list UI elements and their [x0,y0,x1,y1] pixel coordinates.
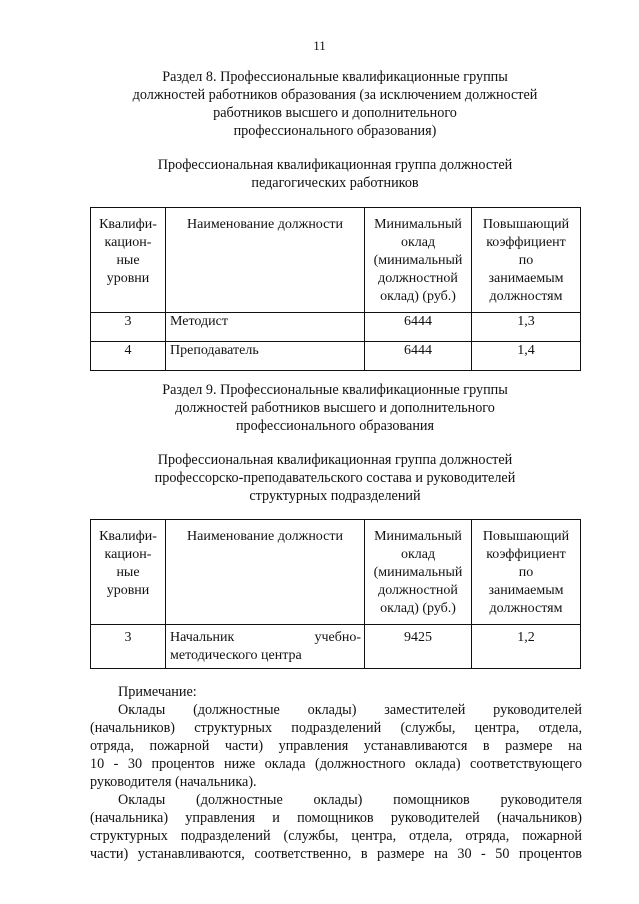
table-header-row [91,520,581,625]
cell-level: 3 [91,625,166,669]
note-p2-line: части) устанавливаются, соответственно, в размере на 30 - 50 процентов [90,846,582,862]
cell-coefficient: 1,4 [472,342,581,371]
table-pkg-pedagogical [90,207,581,371]
cell-level: 4 [91,342,166,371]
note-p2-line: (начальника) управления и помощников руководителей (начальников) [90,810,582,826]
cell-salary: 6444 [365,313,472,342]
cell-coefficient: 1,2 [472,625,581,669]
note-p1-line: руководителя (начальника). [90,774,257,790]
header-levels: Квалифи- кацион- ные уровни [91,208,166,313]
note-p1-line: Оклады (должностные оклады) заместителей руководителей [118,702,582,718]
cell-salary: 9425 [365,625,472,669]
section8-group-title: Профессиональная квалификационная группа должностей педагогических работников [157,157,513,191]
cell-position: Методист [166,313,365,342]
cell-coefficient: 1,3 [472,313,581,342]
table-header-row [91,208,581,313]
note-label: Примечание: [118,684,197,700]
cell-position: Начальник учебно- методического центра [166,625,365,669]
cell-salary: 6444 [365,342,472,371]
header-coefficient: Повышающий коэффициент по занимаемым должностям [472,520,581,625]
table-row [91,625,581,669]
header-position: Наименование должности [166,208,365,313]
header-position: Наименование должности [166,520,365,625]
cell-position: Преподаватель [166,342,365,371]
header-salary: Минимальный оклад (минимальный должностной оклад) (руб.) [365,520,472,625]
table-pkg-professors [90,519,581,669]
table-row [91,313,581,342]
note-p1-line: (начальников) структурных подразделений (службы, центра, отдела, [90,720,582,736]
header-coefficient: Повышающий коэффициент по занимаемым должностям [472,208,581,313]
section9-group-title: Профессиональная квалификационная группа должностей профессорско-преподавательского состава и руководителей структурных подразделений [154,452,516,504]
note-p2-line: структурных подразделений (службы, центра, отдела, отряда, пожарной [90,828,582,844]
note-p2-line: Оклады (должностные оклады) помощников руководителя [118,792,582,808]
section9-title: Раздел 9. Профессиональные квалификационные группы должностей работников высшего и дополнительного профессионального образования [162,382,508,434]
cell-level: 3 [91,313,166,342]
note-p1-line: 10 - 30 процентов ниже оклада (должностного оклада) соответствующего [90,756,582,772]
note-p1-line: отряда, пожарной части) управления устанавливаются в размере на [90,738,582,754]
header-salary: Минимальный оклад (минимальный должностной оклад) (руб.) [365,208,472,313]
table-row [91,342,581,371]
note-block [90,683,582,863]
section8-title: Раздел 8. Профессиональные квалификационные группы должностей работников образования (за исключением должностей работников высшего и дополнительного профессионального образования) [132,69,538,139]
header-levels: Квалифи- кацион- ные уровни [91,520,166,625]
page-number: 11 [313,38,326,53]
